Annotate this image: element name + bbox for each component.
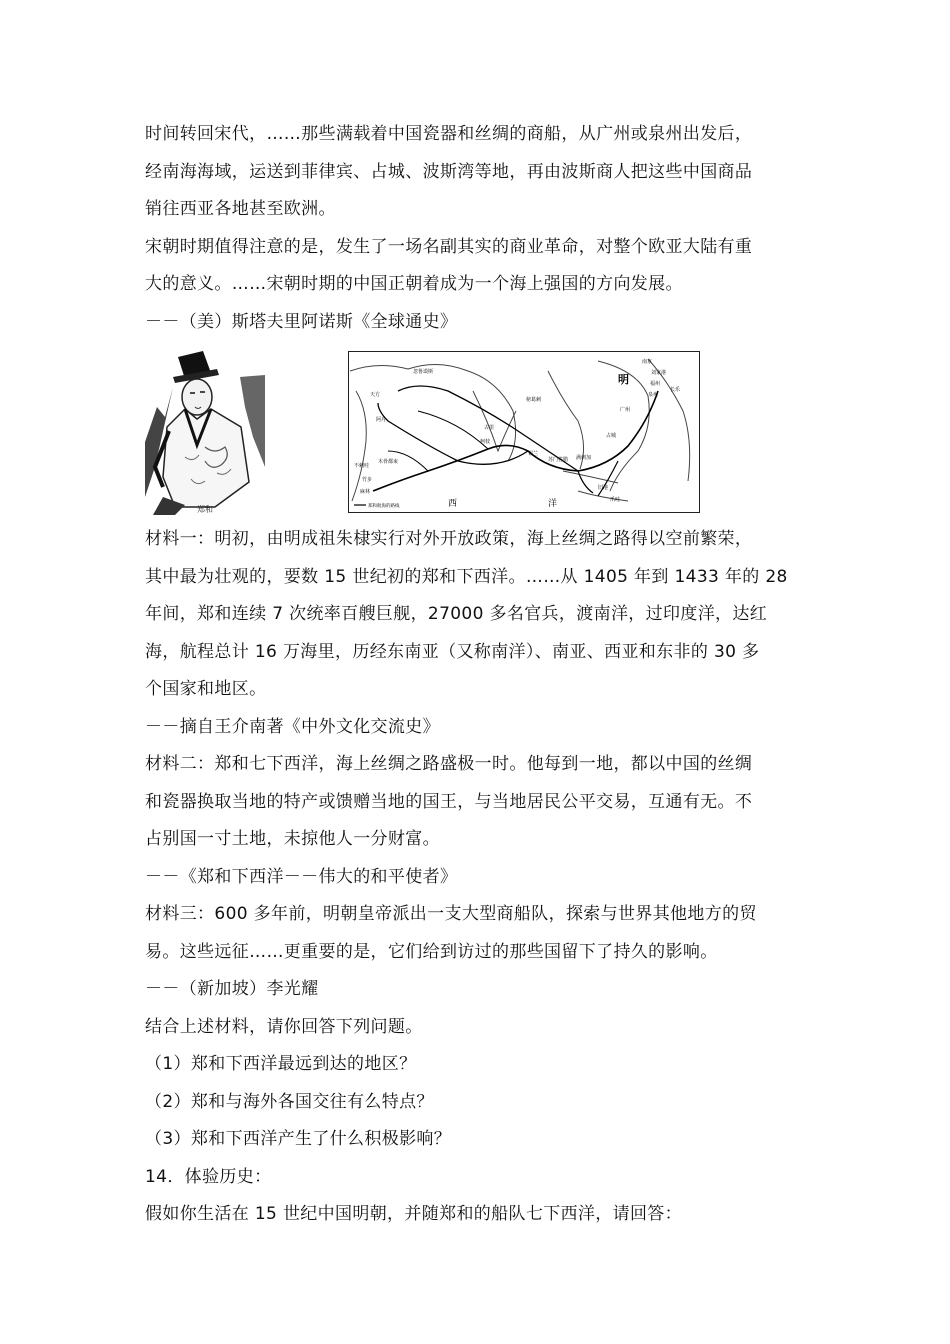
source-citation: －－（新加坡）李光耀 bbox=[145, 979, 319, 999]
map-label-tianfang: 天方 bbox=[370, 392, 381, 398]
text-line: 易。这些远征……更重要的是，它们给到访过的那些国留下了持久的影响。 bbox=[145, 941, 718, 962]
map-label-jiugang: 旧港 bbox=[598, 485, 609, 491]
map-label-hormuz: 忽鲁谟斯 bbox=[413, 369, 434, 375]
text-line: 年间，郑和连续 7 次统率百艘巨舰，27000 多名官兵，渡南洋，过印度洋，达红 bbox=[145, 604, 768, 624]
map-label-ming: 明 bbox=[618, 373, 629, 386]
map-label-zhubu: 竹步 bbox=[362, 477, 373, 483]
map-label-manlajia: 满剌加 bbox=[576, 455, 592, 461]
map-label-sumendala: 苏门答腊 bbox=[548, 457, 569, 463]
question-1: （1）郑和下西洋最远到达的地区？ bbox=[145, 1054, 417, 1074]
zheng-he-portrait bbox=[145, 347, 265, 515]
map-label-xi: 西 bbox=[448, 499, 458, 509]
source-citation: －－（美）斯塔夫里阿诺斯《全球通史》 bbox=[145, 311, 458, 332]
voyage-route-map bbox=[348, 351, 700, 513]
text-line: 大的意义。……宋朝时期的中国正朝着成为一个海上强国的方向发展。 bbox=[145, 274, 683, 294]
text-line: 经南海海域，运送到菲律宾、占城、波斯湾等地，再由波斯商人把这些中国商品 bbox=[145, 161, 753, 182]
map-label-adan: 阿丹 bbox=[376, 417, 387, 423]
figure-row bbox=[145, 347, 810, 517]
document-body bbox=[145, 116, 810, 1234]
map-label-malindi: 麻林 bbox=[360, 489, 371, 495]
map-label-banggela: 榜葛剌 bbox=[526, 397, 542, 403]
map-label-zhaowa: 爪哇 bbox=[610, 497, 621, 503]
map-label-bulawa: 不剌哇 bbox=[354, 463, 370, 469]
map-label-nanjing: 南京 bbox=[642, 359, 653, 365]
map-label-kezhi: 柯枝 bbox=[480, 439, 491, 445]
map-label-quanzhou: 泉州 bbox=[648, 392, 659, 398]
text-line: 占别国一寸土地，未掠他人一分财富。 bbox=[145, 829, 440, 849]
map-label-changle: 长乐 bbox=[670, 387, 681, 393]
text-line: 材料二：郑和七下西洋，海上丝绸之路盛极一时。他每到一地，都以中国的丝绸 bbox=[145, 754, 753, 774]
source-citation: －－摘自王介南著《中外文化交流史》 bbox=[145, 716, 440, 737]
map-label-liujiagang: 刘家港 bbox=[651, 370, 667, 376]
text-line: 时间转回宋代，……那些满载着中国瓷器和丝绸的商船，从广州或泉州出发后， bbox=[145, 124, 753, 144]
question-14-heading: 14．体验历史： bbox=[145, 1166, 272, 1187]
question-2: （2）郑和与海外各国交往有么特点？ bbox=[145, 1091, 434, 1112]
map-label-zhanbi: 占城 bbox=[606, 433, 617, 439]
source-citation: －－《郑和下西洋－－伟大的和平使者》 bbox=[145, 866, 458, 887]
map-label-mugudushu: 木骨都束 bbox=[378, 459, 399, 465]
map-label-fuzhou: 福州 bbox=[650, 381, 661, 387]
map-label-xilan: 锡兰 bbox=[528, 451, 539, 457]
text-line: 宋朝时期值得注意的是，发生了一场名副其实的商业革命，对整个欧亚大陆有重 bbox=[145, 236, 753, 257]
map-label-guli: 古里 bbox=[484, 425, 495, 431]
map-label-guangzhou: 广州 bbox=[620, 407, 631, 413]
text-line: 材料三：600 多年前，明朝皇帝派出一支大型商船队，探索与世界其他地方的贸 bbox=[145, 904, 757, 924]
text-line: 假如你生活在 15 世纪中国明朝，并随郑和的船队七下西洋，请回答： bbox=[145, 1204, 682, 1224]
question-prompt: 结合上述材料，请你回答下列问题。 bbox=[145, 1016, 423, 1037]
text-line: 销往西亚各地甚至欧洲。 bbox=[145, 199, 336, 219]
portrait-caption: 郑和 bbox=[197, 505, 213, 514]
text-line: 个国家和地区。 bbox=[145, 679, 267, 699]
text-line: 和瓷器换取当地的特产或馈赠当地的国王，与当地居民公平交易，互通有无。不 bbox=[145, 791, 753, 812]
question-3: （3）郑和下西洋产生了什么积极影响？ bbox=[145, 1129, 452, 1149]
map-legend: 郑和航海的路线 bbox=[368, 504, 400, 509]
text-line: 海，航程总计 16 万海里，历经东南亚（又称南洋）、南亚、西亚和东非的 30 多 bbox=[145, 641, 760, 662]
map-label-yang: 洋 bbox=[548, 499, 558, 509]
text-line: 其中最为壮观的，要数 15 世纪初的郑和下西洋。……从 1405 年到 1433 年的 28 bbox=[145, 566, 788, 587]
text-line: 材料一：明初，由明成祖朱棣实行对外开放政策，海上丝绸之路得以空前繁荣， bbox=[145, 529, 753, 549]
